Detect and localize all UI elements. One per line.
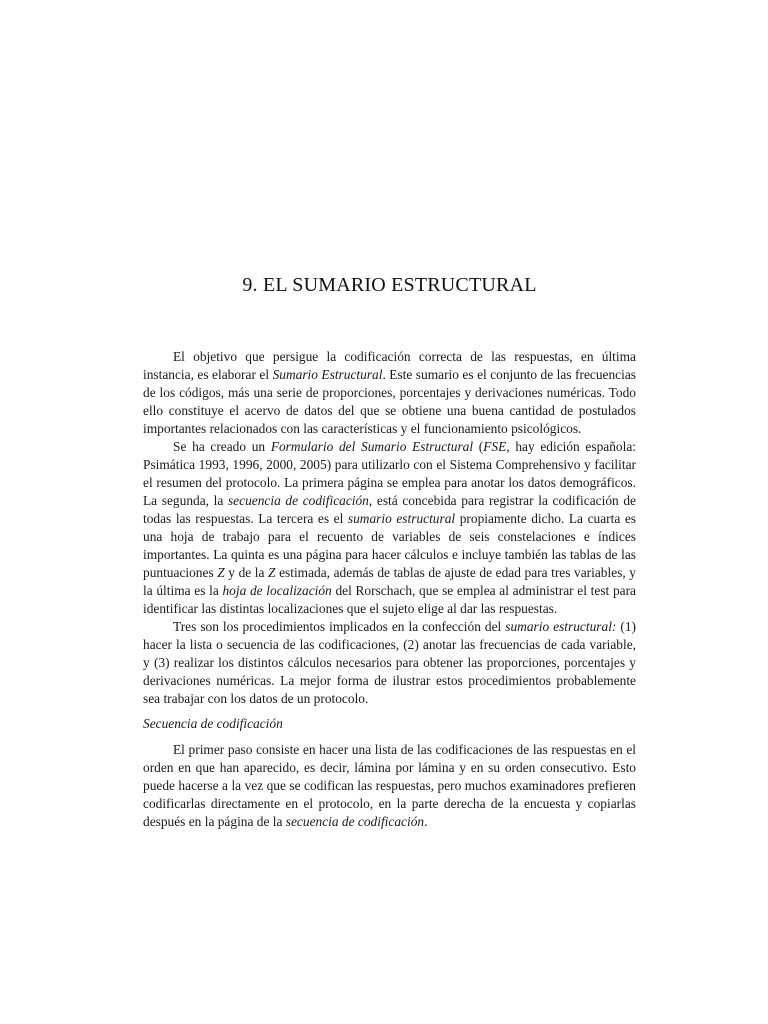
document-page bbox=[143, 0, 636, 1024]
paragraph-3-text-c: (1) hacer la lista o secuencia de las codificaciones, (2) anotar las frecuencias de cada variable, y (3) realizar los distintos cálculos necesarios para obtener las proporciones, porcentajes y derivaciones numéricas. La mejor forma de ilustrar estos procedimientos probablemente sea trabajar con los datos de un protocolo. bbox=[143, 619, 636, 706]
paragraph-1 bbox=[143, 348, 636, 438]
paragraph-2-italic-sumario: sumario estructural bbox=[347, 511, 456, 526]
paragraph-2-text-o: del Rorschach, que se emplea al administrar el test para identificar las distintas localizaciones que el sujeto elige al dar las respuestas. bbox=[143, 583, 636, 616]
chapter-body bbox=[143, 348, 636, 831]
paragraph-2-italic-z2: Z bbox=[268, 565, 276, 580]
paragraph-1-italic-term: Sumario Estructural bbox=[272, 367, 383, 382]
paragraph-2-text-a: Se ha creado un bbox=[173, 439, 271, 454]
paragraph-2-italic-z1: Z bbox=[217, 565, 225, 580]
paragraph-2-text-m: estimada, además de tablas de ajuste de edad para tres variables, y la última es la bbox=[143, 565, 636, 598]
paragraph-2-text-i: propiamente dicho. La cuarta es una hoja de trabajo para el recuento de variables de seis constelaciones e índices importantes. La quinta es una página para hacer cálculos e incluye también las tablas de las puntuaciones bbox=[143, 511, 637, 580]
paragraph-3-text-a: Tres son los procedimientos implicados en la confección del bbox=[173, 619, 506, 634]
chapter-title: 9. EL SUMARIO ESTRUCTURAL bbox=[242, 274, 537, 296]
paragraph-2-text-g: , está concebida para registrar la codificación de todas las respuestas. La tercera es el bbox=[143, 493, 636, 526]
paragraph-1-text-a: El objetivo que persigue la codificación correcta de las respuestas, en última instancia, es elaborar el bbox=[143, 349, 636, 382]
paragraph-4-text-a: El primer paso consiste en hacer una lista de las codificaciones de las respuestas en el orden en que han aparecido, es decir, lámina por lámina y en su orden consecutivo. Esto puede hacerse a la vez que se codifican las respuestas, pero muchos examinadores prefieren codificarlas directamente en el protocolo, en la parte derecha de la encuesta y copiarlas después en la página de la bbox=[143, 742, 636, 829]
paragraph-2-italic-fse: FSE bbox=[483, 439, 507, 454]
section-heading: Secuencia de codificación bbox=[143, 716, 283, 731]
paragraph-2-text-e: , hay edición española: Psimática 1993, 1996, 2000, 2005) para utilizarlo con el Sistema Comprehensivo y facilitar el resumen del protocolo. La primera página se emplea para anotar los datos demográficos. La segunda, la bbox=[143, 439, 636, 508]
paragraph-2-italic-form-title: Formulario del Sumario Estructural bbox=[270, 439, 474, 454]
paragraph-4-italic-secuencia: secuencia de codificación bbox=[285, 814, 425, 829]
paragraph-4-text-c: . bbox=[424, 814, 428, 829]
paragraph-1-text-c: . Este sumario es el conjunto de las frecuencias de los códigos, más una serie de proporciones, porcentajes y derivaciones numéricas. Todo ello constituye el acervo de datos del que se obtiene una buena cantidad de postulados importantes relacionados con las características y el funcionamiento psicológicos. bbox=[143, 367, 636, 436]
paragraph-2-text-k: y de la bbox=[224, 565, 269, 580]
paragraph-3 bbox=[143, 618, 636, 708]
paragraph-2 bbox=[143, 438, 636, 618]
paragraph-2-text-c: ( bbox=[473, 439, 484, 454]
paragraph-2-italic-hoja: hoja de localización bbox=[222, 583, 332, 598]
paragraph-4 bbox=[143, 741, 636, 831]
paragraph-3-italic-sumario: sumario estructural: bbox=[505, 619, 617, 634]
paragraph-2-italic-secuencia: secuencia de codificación bbox=[227, 493, 369, 508]
